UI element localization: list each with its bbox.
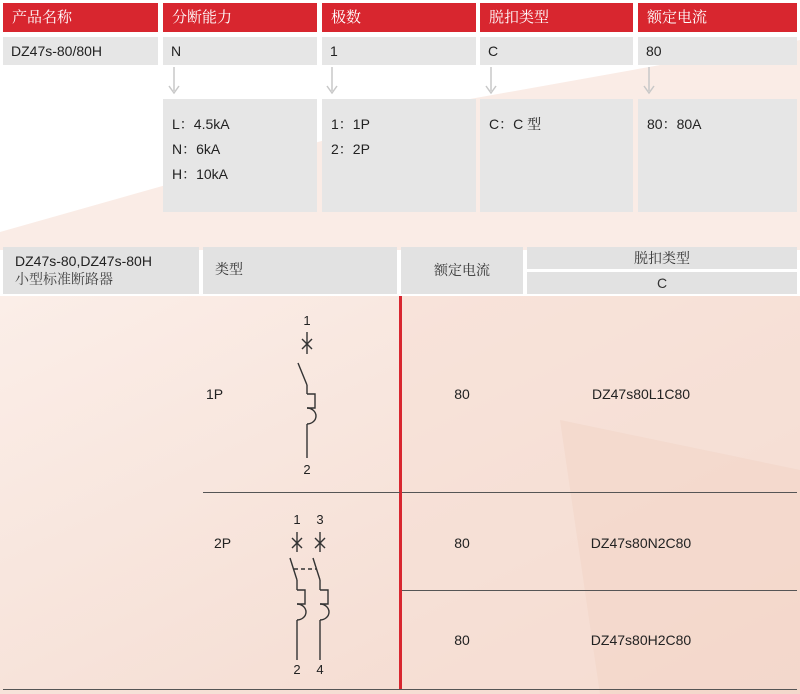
col-header-trip-type: 脱扣类型	[527, 247, 797, 269]
detail-line: 1：1P	[331, 116, 370, 132]
row-type: 2P	[214, 535, 232, 551]
terminal-label: 2	[293, 662, 301, 677]
detail-poles	[322, 99, 476, 212]
arrow-down-icon	[485, 67, 497, 97]
row-current: 80	[454, 632, 470, 648]
row-model: DZ47s80H2C80	[590, 632, 692, 648]
arrow-down-icon	[643, 67, 655, 97]
title-line-1: DZ47s-80,DZ47s-80H	[15, 253, 152, 269]
value-trip-type: C	[480, 37, 633, 65]
header-trip-type: 脱扣类型	[480, 3, 633, 32]
terminal-label: 4	[316, 662, 324, 677]
detail-line: 80：80A	[647, 116, 702, 132]
arrow-down-icon	[168, 67, 180, 97]
detail-line: C：C 型	[489, 116, 542, 132]
detail-line: 2：2P	[331, 141, 370, 157]
header-breaking-capacity: 分断能力	[163, 3, 317, 32]
detail-breaking-capacity	[163, 99, 317, 212]
detail-trip-type	[480, 99, 633, 212]
header-rated-current: 额定电流	[638, 3, 797, 32]
value-rated-current: 80	[638, 37, 797, 65]
value-product-name: DZ47s-80/80H	[3, 37, 158, 65]
row-current: 80	[454, 386, 470, 402]
single-pole-breaker-symbol-icon	[290, 330, 324, 460]
terminal-label: 1	[293, 512, 301, 527]
row-model: DZ47s80L1C80	[591, 386, 691, 402]
red-divider	[399, 296, 402, 690]
row-divider	[3, 689, 797, 690]
header-poles: 极数	[322, 3, 476, 32]
terminal-label: 3	[316, 512, 324, 527]
detail-line: N：6kA	[172, 141, 221, 157]
terminal-label: 2	[303, 462, 311, 477]
row-type: 1P	[206, 386, 224, 402]
arrow-down-icon	[326, 67, 338, 97]
row-divider	[402, 590, 797, 591]
header-product-name: 产品名称	[3, 3, 158, 32]
row-model: DZ47s80N2C80	[590, 535, 692, 551]
detail-rated-current	[638, 99, 797, 212]
col-header-rated-current: 额定电流	[401, 247, 523, 294]
detail-line: H：10kA	[172, 166, 229, 182]
row-divider	[402, 492, 797, 493]
row-current: 80	[454, 535, 470, 551]
model-table-title	[3, 247, 199, 294]
detail-line: L：4.5kA	[172, 116, 230, 132]
col-header-trip-type-c: C	[527, 272, 797, 294]
row-divider	[203, 492, 400, 493]
double-pole-breaker-symbol-icon	[280, 530, 340, 662]
col-header-type: 类型	[203, 247, 397, 294]
terminal-label: 1	[303, 313, 311, 328]
value-breaking-capacity: N	[163, 37, 317, 65]
value-poles: 1	[322, 37, 476, 65]
title-line-2: 小型标准断路器	[15, 271, 113, 287]
